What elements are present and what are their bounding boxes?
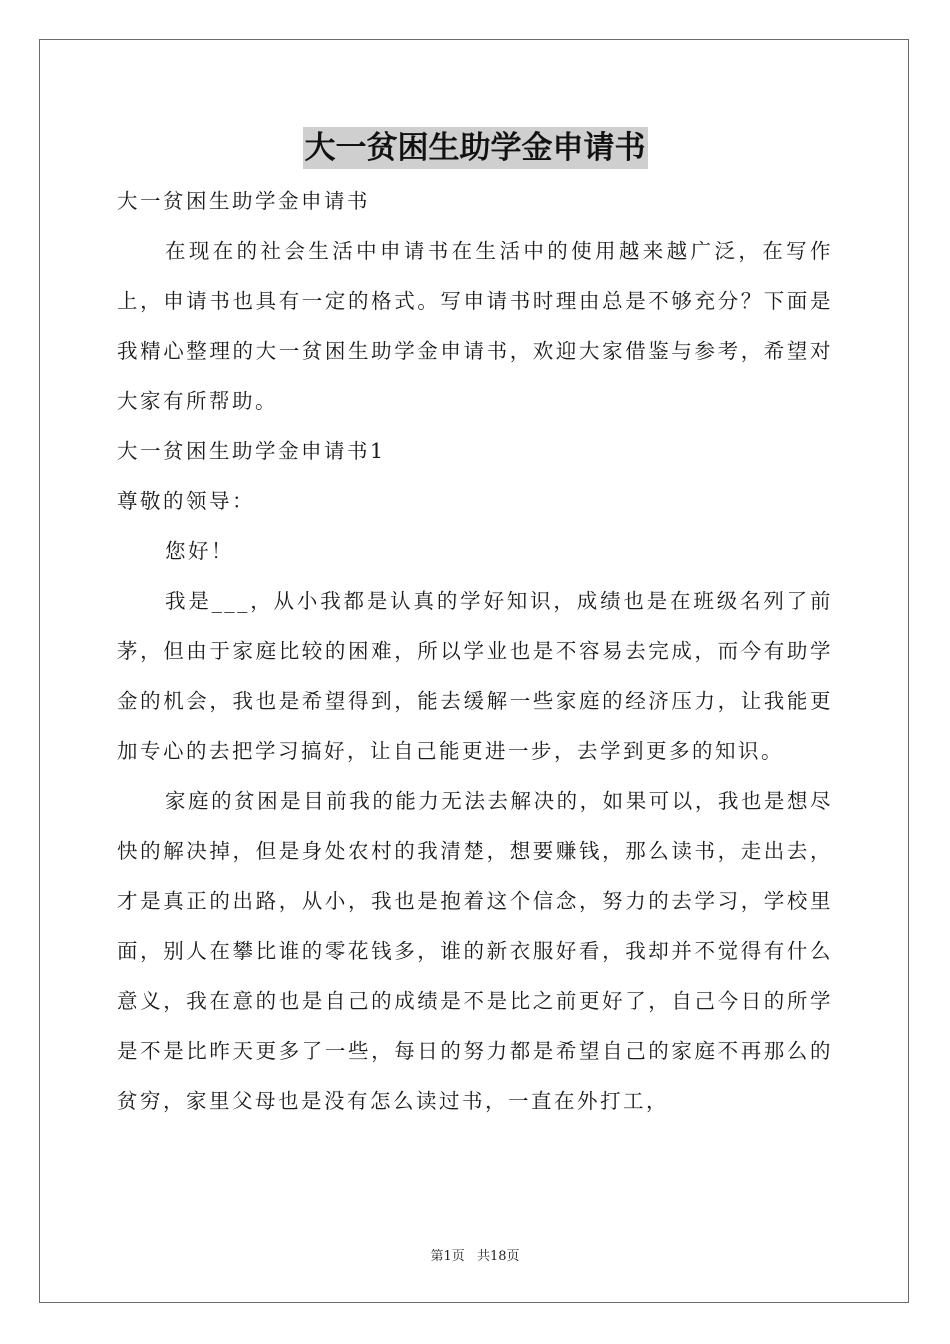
paragraph-intro: 在现在的社会生活中申请书在生活中的使用越来越广泛，在写作上，申请书也具有一定的格式。写申请书时理由总是不够充分？下面是我精心整理的大一贫困生助学金申请书，欢迎大家借鉴与参考，希望对大家有所帮助。 xyxy=(117,239,833,413)
paragraph-greeting: 您好！ xyxy=(165,539,234,563)
page-number: 第1页 xyxy=(430,1249,465,1264)
paragraph-salutation: 尊敬的领导： xyxy=(117,489,255,513)
paragraph-section-title: 大一贫困生助学金申请书1 xyxy=(117,439,386,463)
page-footer xyxy=(0,1245,950,1264)
paragraph-heading: 大一贫困生助学金申请书 xyxy=(117,189,370,213)
document-title: 大一贫困生助学金申请书 xyxy=(303,127,648,169)
paragraph-body-1: 我是___，从小我都是认真的学好知识，成绩也是在班级名列了前茅，但由于家庭比较的困难，所以学业也是不容易去完成，而今有助学金的机会，我也是希望得到，能去缓解一些家庭的经济压力，让我能更加专心的去把学习搞好，让自己能更进一步，去学到更多的知识。 xyxy=(117,589,833,763)
title-container xyxy=(0,127,950,169)
page-total: 共18页 xyxy=(476,1249,520,1264)
paragraph-body-2: 家庭的贫困是目前我的能力无法去解决的，如果可以，我也是想尽快的解决掉，但是身处农村的我清楚，想要赚钱，那么读书，走出去，才是真正的出路，从小，我也是抱着这个信念，努力的去学习，学校里面，别人在攀比谁的零花钱多，谁的新衣服好看，我却并不觉得有什么意义，我在意的也是自己的成绩是不是比之前更好了，自己今日的所学是不是比昨天更多了一些，每日的努力都是希望自己的家庭不再那么的贫穷，家里父母也是没有怎么读过书，一直在外打工， xyxy=(117,789,833,1113)
document-body xyxy=(117,176,833,1126)
